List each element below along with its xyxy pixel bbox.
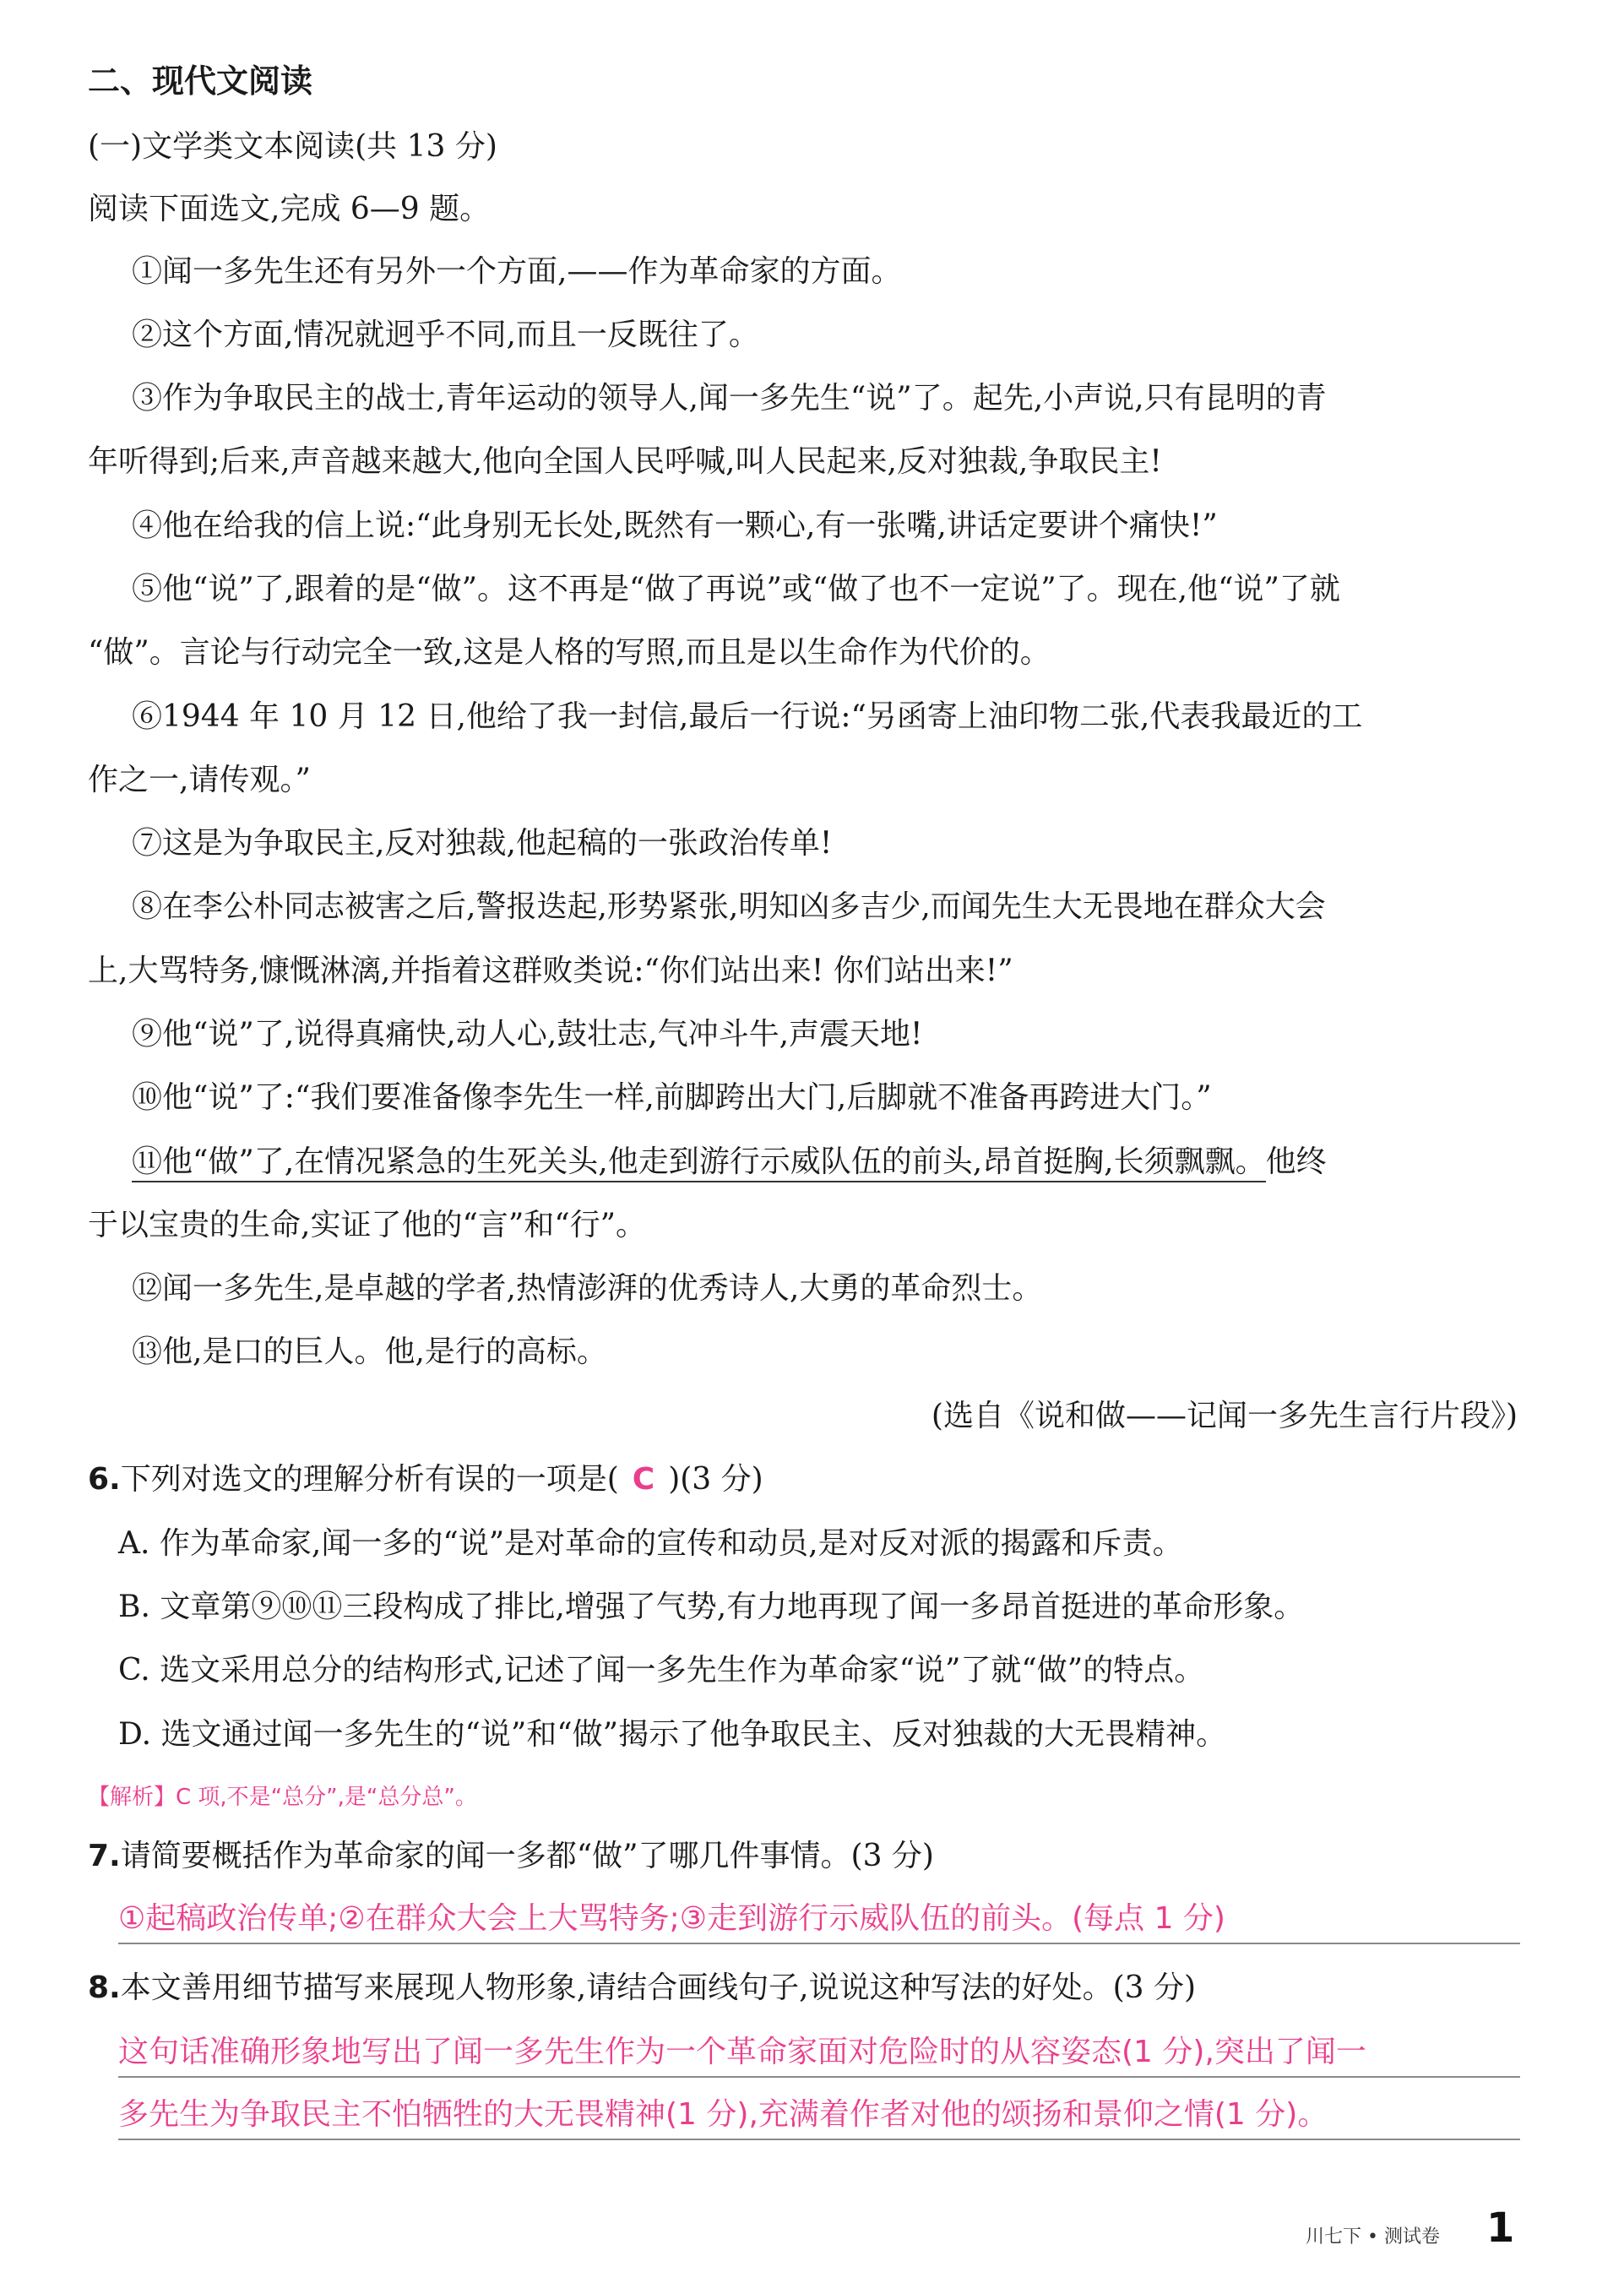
question-number: 7. — [88, 1839, 121, 1873]
question-number: 8. — [88, 1970, 121, 2005]
passage-line: ⑬他,是口的巨人。他,是行的高标。 — [132, 1334, 607, 1369]
passage-source: (选自《说和做——记闻一多先生言行片段》) — [931, 1399, 1518, 1433]
passage-line: ④他在给我的信上说:“此身别无长处,既然有一颗心,有一张嘴,讲话定要讲个痛快!” — [132, 508, 1218, 543]
question-8-answer-line: 多先生为争取民主不怕牺牲的大无畏精神(1 分),充满着作者对他的颂扬和景仰之情(1 分)。 — [118, 2096, 1520, 2140]
question-8-stem — [88, 1970, 1196, 2007]
question-7-stem-text: 请简要概括作为革命家的闻一多都“做”了哪几件事情。(3 分) — [120, 1839, 934, 1873]
option-a: A. 作为革命家,闻一多的“说”是对革命的宣传和动员,是对反对派的揭露和斥责。 — [118, 1526, 1183, 1561]
passage-line: ②这个方面,情况就迥乎不同,而且一反既往了。 — [132, 318, 759, 352]
question-6-answer: C — [632, 1462, 655, 1497]
passage-line: ③作为争取民主的战士,青年运动的领导人,闻一多先生“说”了。起先,小声说,只有昆明的青 — [132, 381, 1327, 416]
section-title: 二、现代文阅读 — [88, 63, 313, 100]
option-b: B. 文章第⑨⑩⑪三段构成了排比,增强了气势,有力地再现了闻一多昂首挺进的革命形象。 — [118, 1590, 1305, 1624]
passage-line: 作之一,请传观。” — [88, 763, 311, 797]
passage-line: ①闻一多先生还有另外一个方面,——作为革命家的方面。 — [132, 254, 902, 289]
question-8-answer-line: 这句话准确形象地写出了闻一多先生作为一个革命家面对危险时的从容姿态(1 分),突出了闻一 — [118, 2034, 1520, 2078]
passage-line: ⑦这是为争取民主,反对独裁,他起稿的一张政治传单! — [132, 826, 833, 861]
underlined-sentence: ⑪他“做”了,在情况紧急的生死关头,他走到游行示威队伍的前头,昂首挺胸,长须飘飘。 — [132, 1144, 1266, 1182]
passage-line: ⑧在李公朴同志被害之后,警报迭起,形势紧张,明知凶多吉少,而闻先生大无畏地在群众大会 — [132, 889, 1326, 924]
passage-line: ⑨他“说”了,说得真痛快,动人心,鼓壮志,气冲斗牛,声震天地! — [132, 1017, 923, 1052]
passage-line — [132, 1144, 1327, 1181]
instruction: 阅读下面选文,完成 6—9 题。 — [88, 192, 491, 226]
question-7-answer: ①起稿政治传单;②在群众大会上大骂特务;③走到游行示威队伍的前头。(每点 1 分) — [118, 1900, 1520, 1944]
page-number: 1 — [1486, 2204, 1515, 2252]
question-7-stem — [88, 1838, 934, 1875]
passage-line-rest: 他终 — [1265, 1144, 1327, 1179]
question-number: 6. — [88, 1462, 121, 1497]
question-6-stem — [88, 1461, 763, 1498]
question-6-stem-after: )(3 分) — [668, 1462, 763, 1497]
passage-line: 于以宝贵的生命,实证了他的“言”和“行”。 — [88, 1208, 647, 1242]
question-6-stem-before: 下列对选文的理解分析有误的一项是( — [120, 1462, 619, 1497]
option-d: D. 选文通过闻一多先生的“说”和“做”揭示了他争取民主、反对独裁的大无畏精神。 — [118, 1717, 1227, 1752]
passage-line: ⑩他“说”了:“我们要准备像李先生一样,前脚跨出大门,后脚就不准备再跨进大门。” — [132, 1080, 1212, 1115]
question-6-analysis: 【解析】C 项,不是“总分”,是“总分总”。 — [88, 1785, 477, 1810]
option-c: C. 选文采用总分的结构形式,记述了闻一多先生作为革命家“说”了就“做”的特点。 — [118, 1653, 1205, 1688]
passage-line: ⑥1944 年 10 月 12 日,他给了我一封信,最后一行说:“另函寄上油印物二张,代表我最近的工 — [132, 699, 1363, 734]
passage-line: ⑫闻一多先生,是卓越的学者,热情澎湃的优秀诗人,大勇的革命烈士。 — [132, 1271, 1043, 1306]
footer-label: 川七下 • 测试卷 — [1306, 2226, 1440, 2248]
passage-line: 上,大骂特务,慷慨淋漓,并指着这群败类说:“你们站出来! 你们站出来!” — [88, 954, 1013, 988]
passage-line: 年听得到;后来,声音越来越大,他向全国人民呼喊,叫人民起来,反对独裁,争取民主! — [88, 444, 1162, 479]
passage-line: “做”。言论与行动完全一致,这是人格的写照,而且是以生命作为代价的。 — [88, 635, 1051, 670]
subsection-title: (一)文学类文本阅读(共 13 分) — [88, 129, 497, 164]
passage-line: ⑤他“说”了,跟着的是“做”。这不再是“做了再说”或“做了也不一定说”了。现在,他“说”了就 — [132, 572, 1340, 606]
question-8-stem-text: 本文善用细节描写来展现人物形象,请结合画线句子,说说这种写法的好处。(3 分) — [120, 1970, 1197, 2005]
